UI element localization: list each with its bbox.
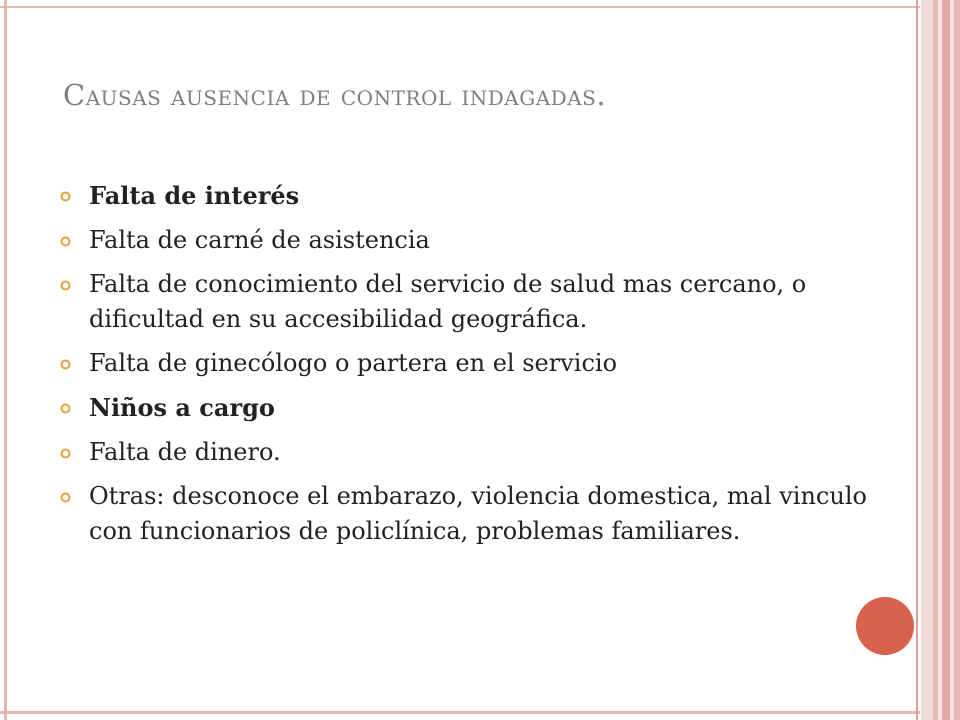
list-item (58, 267, 908, 337)
circle-bullet-icon (60, 280, 71, 291)
circle-bullet-icon (60, 236, 71, 247)
list-item-text: Falta de ginecólogo o partera en el servicio (89, 349, 618, 377)
decor-stripe (954, 0, 960, 720)
slide-title: Causas ausencia de control indagadas. (63, 78, 607, 112)
circle-bullet-icon (60, 403, 71, 414)
list-item (58, 223, 908, 258)
list-item-text: Falta de dinero. (89, 438, 281, 466)
circle-bullet-icon (60, 492, 71, 503)
list-item (58, 346, 908, 381)
list-item (58, 479, 908, 549)
frame-top-line (0, 6, 920, 8)
list-item-text: Falta de carné de asistencia (89, 226, 430, 254)
list-item-text: Falta de interés (89, 181, 300, 210)
decor-stripe (942, 0, 950, 720)
list-item-text: Falta de conocimiento del servicio de salud mas cercano, o dificultad en su accesibilidad geográfica. (89, 270, 807, 333)
frame-left-line (4, 0, 7, 720)
list-item-text: Niños a cargo (89, 393, 275, 422)
circle-bullet-icon (60, 191, 71, 202)
list-item (58, 390, 908, 426)
bullet-list (58, 178, 908, 558)
decor-stripe (916, 0, 918, 720)
frame-bottom-line (0, 711, 920, 714)
orange-circle-decoration (856, 597, 914, 655)
circle-bullet-icon (60, 448, 71, 459)
list-item (58, 178, 908, 214)
circle-bullet-icon (60, 359, 71, 370)
list-item (58, 435, 908, 470)
decor-stripe (921, 0, 933, 720)
list-item-text: Otras: desconoce el embarazo, violencia domestica, mal vinculo con funcionarios de policlínica, problemas familiares. (89, 482, 867, 545)
